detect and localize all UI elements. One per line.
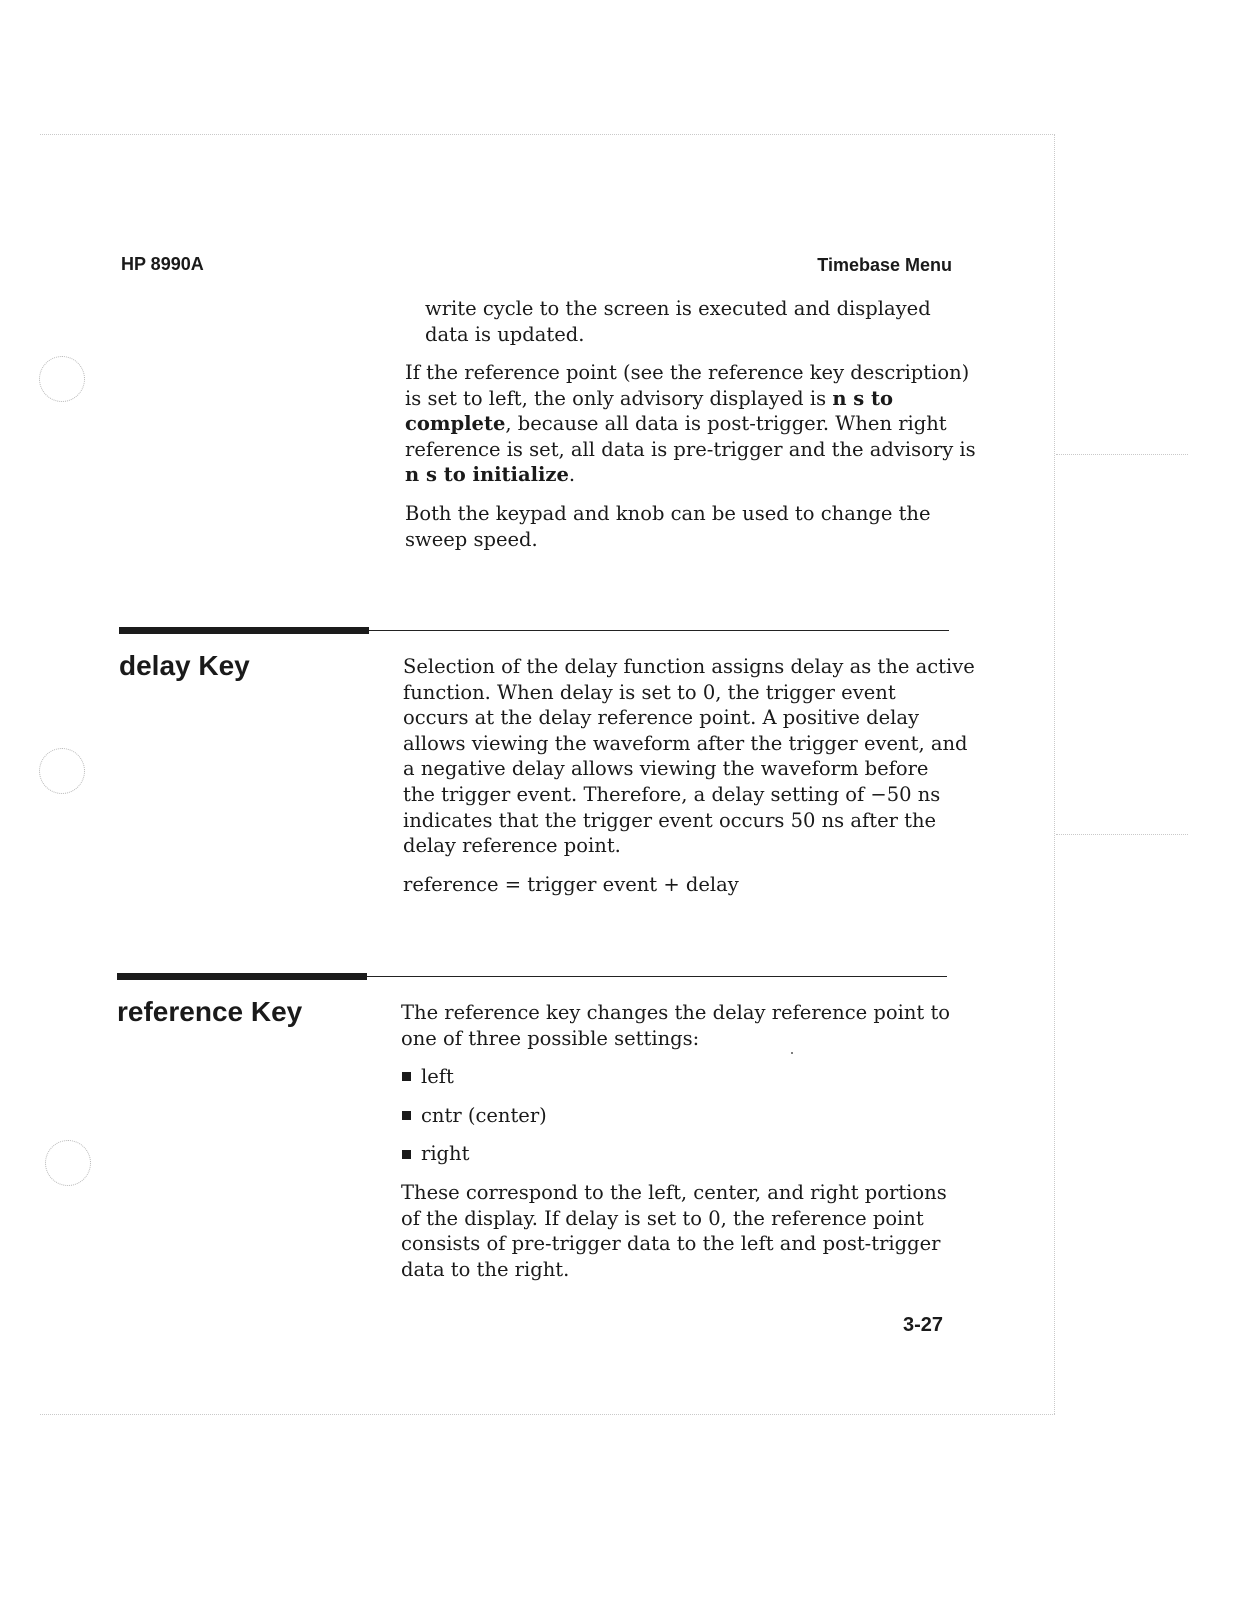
- text-line: data is updated.: [425, 322, 585, 346]
- bullet-icon: [402, 1072, 411, 1081]
- binder-hole-top: [39, 356, 85, 402]
- advisory-text: n s to: [832, 386, 894, 410]
- text-line: indicates that the trigger event occurs 50 ns after the: [403, 808, 937, 832]
- section-rule-bar: [119, 627, 369, 634]
- text-line: of the display. If delay is set to 0, the reference point: [401, 1206, 924, 1230]
- header-section-title: Timebase Menu: [817, 255, 952, 275]
- text-line: These correspond to the left, center, and right portions: [401, 1180, 947, 1204]
- text-line: data to the right.: [401, 1257, 570, 1281]
- binder-hole-bottom: [45, 1140, 91, 1186]
- text-line: function. When delay is set to 0, the trigger event: [403, 680, 896, 704]
- text-line: the trigger event. Therefore, a delay setting of −50 ns: [403, 782, 941, 806]
- text-line: occurs at the delay reference point. A positive delay: [403, 706, 919, 730]
- text-line: [405, 411, 976, 437]
- text-line: a negative delay allows viewing the waveform before: [403, 757, 929, 781]
- intro-continuation: [425, 296, 931, 347]
- text-span: , because all data is post-trigger. When right: [505, 412, 947, 436]
- reference-key-description: [401, 1000, 950, 1282]
- text-line: Both the keypad and knob can be used to change the: [405, 501, 931, 525]
- page-number: 3-27: [902, 1314, 943, 1336]
- text-line: reference is set, all data is pre-trigger and the advisory is: [405, 437, 976, 461]
- list-item: [401, 1103, 950, 1129]
- intro-advisory-paragraph: [405, 360, 976, 552]
- section-title-delay-key: delay Key: [119, 650, 250, 681]
- text-line: allows viewing the waveform after the trigger event, and: [403, 731, 968, 755]
- text-line: The reference key changes the delay reference point to: [401, 1001, 951, 1024]
- section-rule-delay: [119, 630, 949, 631]
- text-line: [405, 386, 976, 412]
- delay-key-description: [403, 654, 975, 897]
- list-item-label: right: [421, 1142, 470, 1166]
- list-item-label: left: [421, 1065, 454, 1089]
- text-line: [405, 462, 976, 488]
- list-item: [401, 1064, 950, 1090]
- text-line: one of three possible settings:: [401, 1026, 700, 1050]
- bullet-icon: [402, 1150, 411, 1159]
- text-span: is set to left, the only advisory displayed is: [405, 386, 833, 410]
- tab-marker-1: [1056, 454, 1188, 455]
- text-line: sweep speed.: [405, 527, 538, 551]
- section-rule-bar: [117, 973, 367, 980]
- list-item-label: cntr (center): [421, 1103, 547, 1127]
- text-line: delay reference point.: [403, 834, 621, 858]
- delay-equation: reference = trigger event + delay: [403, 872, 739, 896]
- text-line: write cycle to the screen is executed and displayed: [425, 297, 931, 320]
- text-span: .: [568, 463, 576, 487]
- list-item: [401, 1141, 950, 1167]
- text-line: consists of pre-trigger data to the left and post-trigger: [401, 1232, 941, 1256]
- scan-speck: [791, 1052, 793, 1054]
- advisory-text: n s to initialize: [405, 463, 569, 487]
- tab-marker-2: [1056, 834, 1188, 835]
- text-line: Selection of the delay function assigns delay as the active: [403, 655, 975, 678]
- binder-hole-middle: [39, 748, 85, 794]
- page-trim-bottom: [40, 1414, 1055, 1415]
- advisory-text: complete: [405, 412, 506, 436]
- text-line: If the reference point (see the reference key description): [405, 361, 970, 384]
- section-rule-reference: [117, 976, 947, 977]
- section-title-reference-key: reference Key: [117, 996, 303, 1027]
- page-trim-right: [1054, 134, 1055, 1414]
- bullet-icon: [402, 1111, 411, 1120]
- page-trim-top: [40, 134, 1055, 135]
- header-model: HP 8990A: [121, 254, 204, 274]
